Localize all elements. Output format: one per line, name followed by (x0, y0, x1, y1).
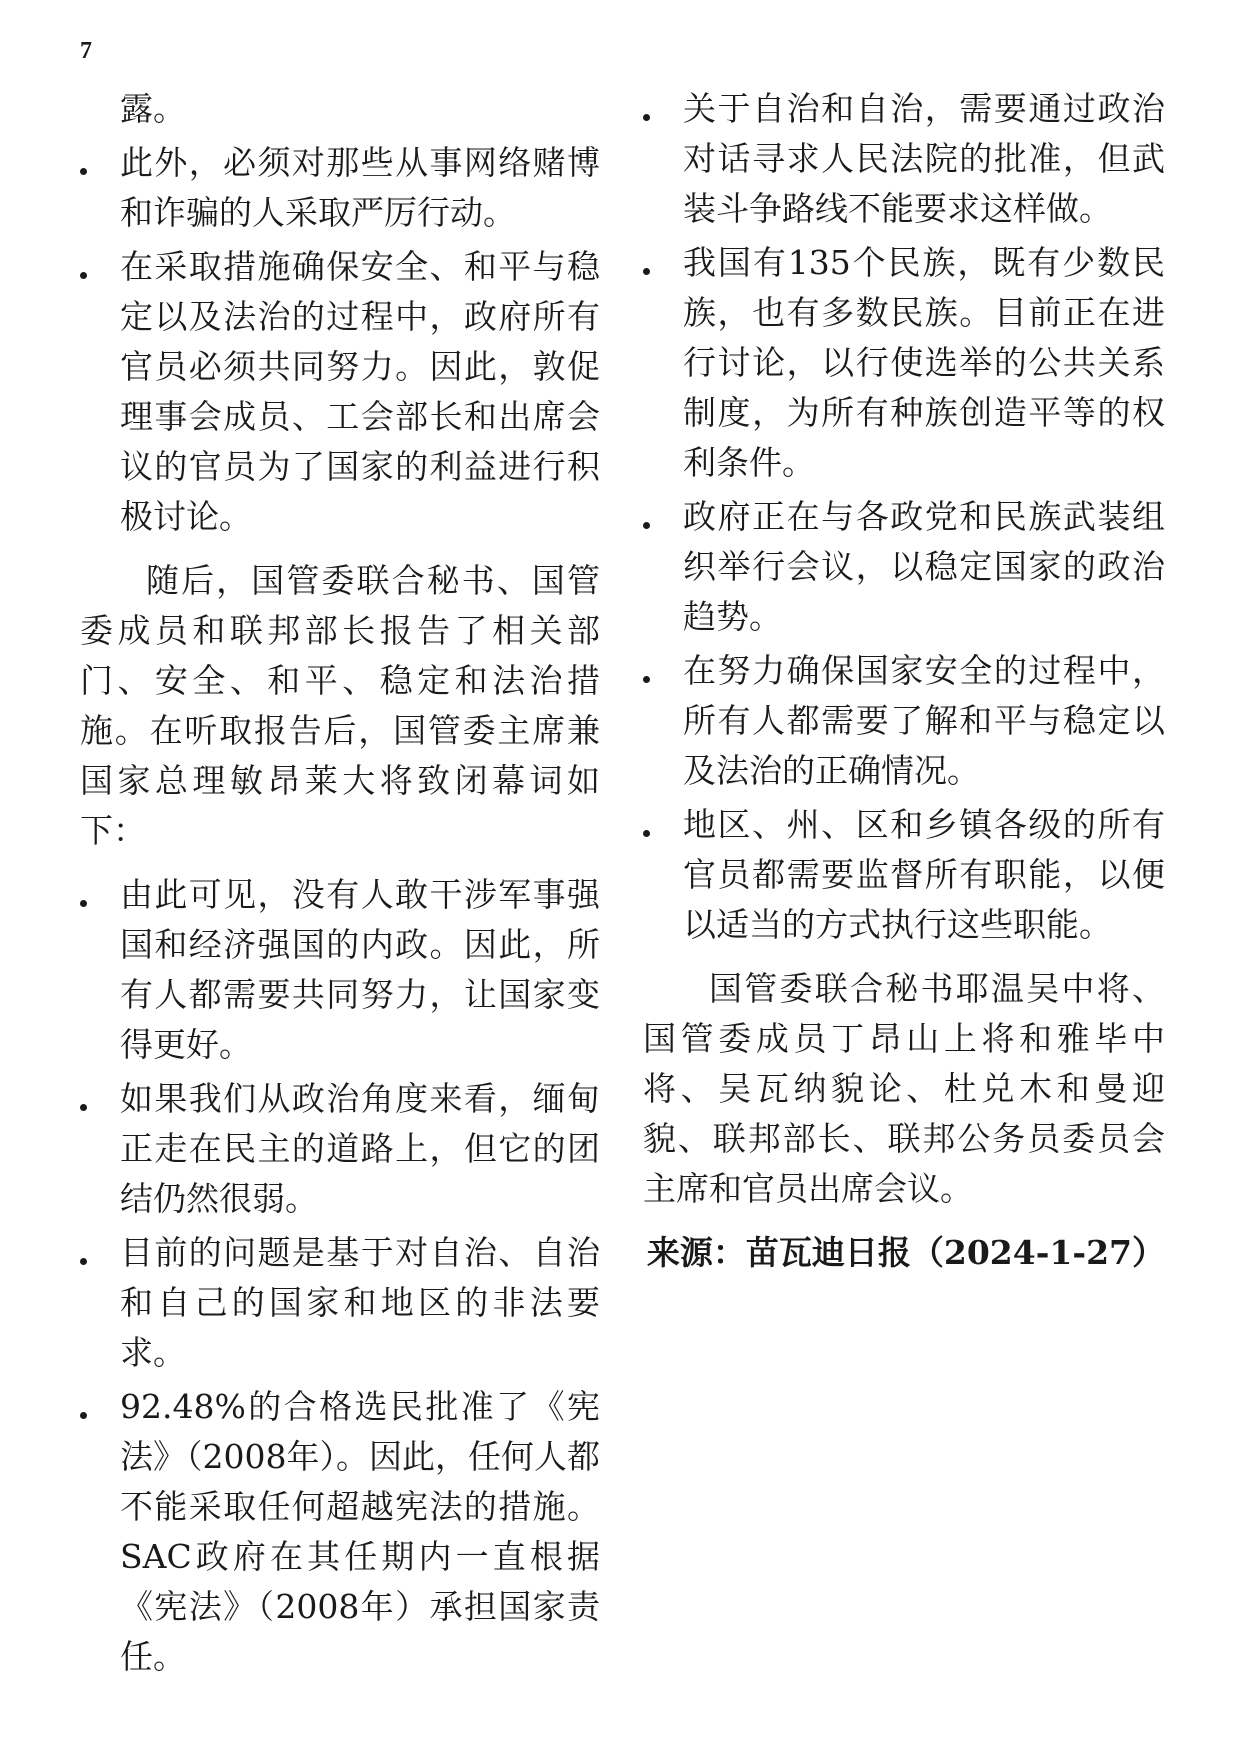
list-item: 政府正在与各政党和民族武装组织举行会议，以稳定国家的政治趋势。 (643, 492, 1165, 642)
list-item: 在努力确保国家安全的过程中，所有人都需要了解和平与稳定以及法治的正确情况。 (643, 646, 1165, 796)
bullet-list-bottom (80, 870, 600, 1682)
attendees-paragraph: 国管委联合秘书耶温吴中将、国管委成员丁昂山上将和雅毕中将、吴瓦纳貌论、杜兑木和曼迎貌、联邦部长、联邦公务员委员会主席和官员出席会议。 (643, 969, 1165, 1208)
list-item: 此外，必须对那些从事网络赌博和诈骗的人采取严厉行动。 (80, 138, 600, 238)
bullet-list-right (643, 84, 1165, 950)
body-paragraph: 随后，国管委联合秘书、国管委成员和联邦部长报告了相关部门、安全、和平、稳定和法治措施。在听取报告后，国管委主席兼国家总理敏昂莱大将致闭幕词如下： (80, 561, 600, 850)
list-item: 我国有135个民族，既有少数民族，也有多数民族。目前正在进行讨论，以行使选举的公共关系制度，为所有种族创造平等的权利条件。 (643, 238, 1165, 488)
list-item: 由此可见，没有人敢干涉军事强国和经济强国的内政。因此，所有人都需要共同努力，让国家变得更好。 (80, 870, 600, 1070)
list-item: 在采取措施确保安全、和平与稳定以及法治的过程中，政府所有官员必须共同努力。因此，敦促理事会成员、工会部长和出席会议的官员为了国家的利益进行积极讨论。 (80, 242, 600, 542)
source-credit: 来源：苗瓦迪日报（2024-1-27） (646, 1233, 1165, 1272)
list-item: 如果我们从政治角度来看，缅甸正走在民主的道路上，但它的团结仍然很弱。 (80, 1074, 600, 1224)
left-column (80, 84, 600, 1686)
list-item: 92.48%的合格选民批准了《宪法》（2008年）。因此，任何人都不能采取任何超越宪法的措施。SAC政府在其任期内一直根据《宪法》（2008年）承担国家责任。 (80, 1382, 600, 1682)
list-item: 目前的问题是基于对自治、自治和自己的国家和地区的非法要求。 (80, 1228, 600, 1378)
continued-list-item: 露。 (120, 89, 186, 128)
list-item: 地区、州、区和乡镇各级的所有官员都需要监督所有职能，以便以适当的方式执行这些职能。 (643, 800, 1165, 950)
page-number: 7 (80, 38, 92, 64)
list-item: 关于自治和自治，需要通过政治对话寻求人民法院的批准，但武装斗争路线不能要求这样做。 (643, 84, 1165, 234)
bullet-list-top (80, 84, 600, 542)
right-column (643, 84, 1165, 1278)
